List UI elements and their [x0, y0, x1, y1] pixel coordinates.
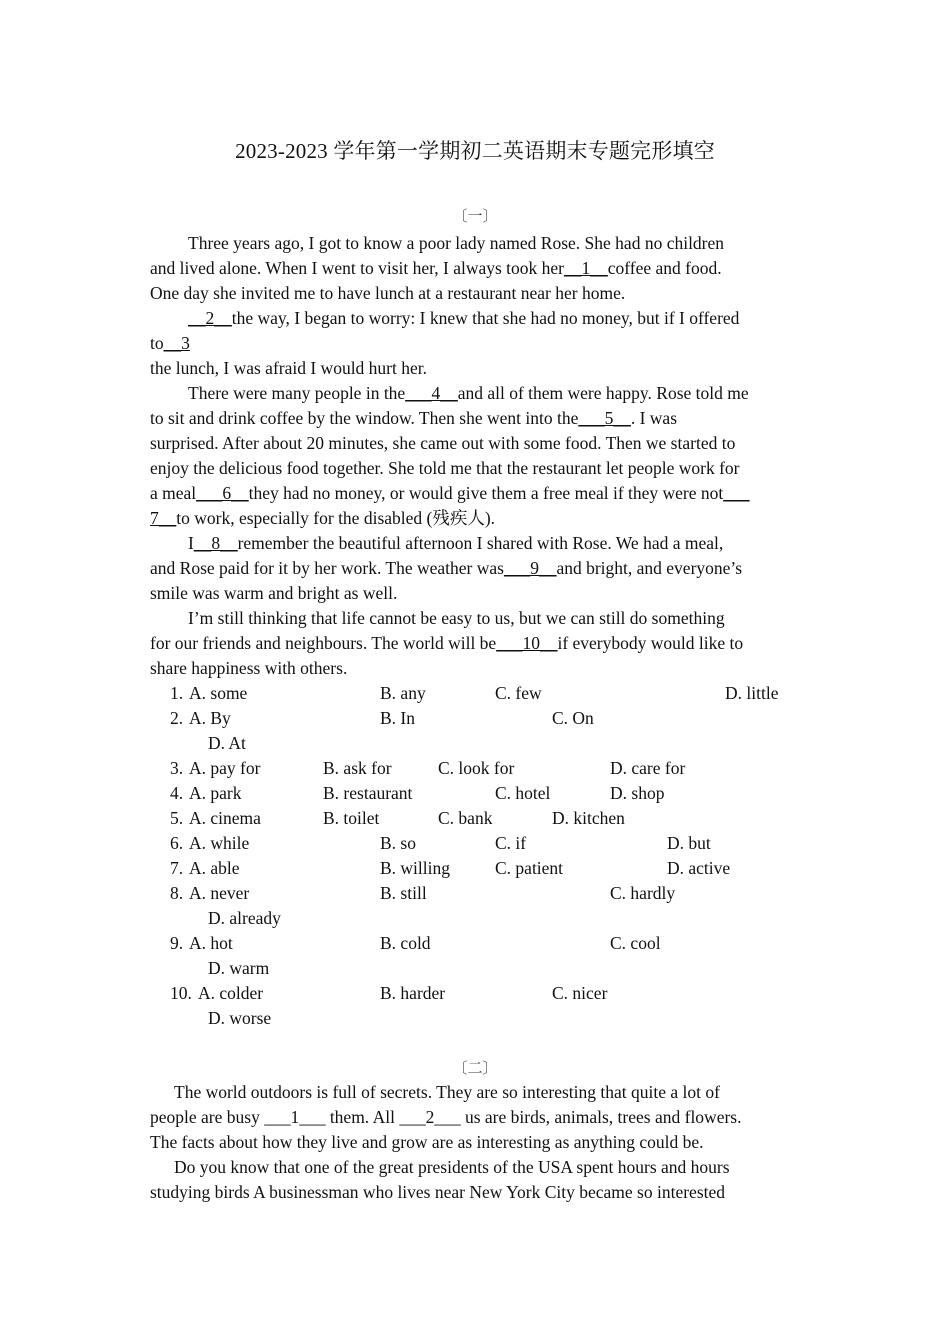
question-number: 3. — [170, 758, 184, 778]
option-c: C. hardly — [610, 883, 676, 903]
passage-line: Do you know that one of the great presidents of the USA spent hours and hours — [174, 1157, 730, 1177]
passage-line: a meal___6__they had no money, or would give them a free meal if they were not___ — [150, 483, 750, 503]
option-d: D. warm — [208, 958, 270, 978]
blank-5: ___5__ — [578, 408, 631, 428]
blank-10: ___10__ — [496, 633, 558, 653]
option-b: B. still — [380, 883, 427, 903]
option-a: A. able — [189, 858, 240, 878]
passage-line: I’m still thinking that life cannot be easy to us, but we can still do something — [188, 608, 725, 628]
passage-line: to sit and drink coffee by the window. Then she went into the___5__. I was — [150, 408, 678, 428]
passage-line: for our friends and neighbours. The world will be___10__if everybody would like to — [150, 633, 744, 653]
question-number: 6. — [170, 833, 184, 853]
question-number: 5. — [170, 808, 184, 828]
option-d: D. little — [725, 683, 779, 703]
blank-3: __3 — [163, 333, 190, 353]
option-b: B. willing — [380, 858, 451, 878]
option-d: D. worse — [208, 1008, 272, 1028]
option-d: D. At — [208, 733, 246, 753]
blank-8: __8__ — [193, 533, 238, 553]
passage-line: The world outdoors is full of secrets. They are so interesting that quite a lot of — [174, 1082, 720, 1102]
option-b: B. cold — [380, 933, 431, 953]
section-one-mark: 〔一〕 — [452, 209, 498, 225]
option-b: B. In — [380, 708, 415, 728]
passage-line: studying birds A businessman who lives near New York City became so interested — [150, 1182, 726, 1202]
option-d: D. kitchen — [552, 808, 625, 828]
passage-line: to__3 — [150, 333, 190, 353]
passage-line: There were many people in the___4__and all of them were happy. Rose told me — [188, 383, 749, 403]
passage-line: and lived alone. When I went to visit her, I always took her__1__coffee and food. — [150, 258, 722, 278]
passage-line: I__8__remember the beautiful afternoon I shared with Rose. We had a meal, — [188, 533, 724, 553]
option-a: A. hot — [189, 933, 233, 953]
question-number: 2. — [170, 708, 184, 728]
option-c: C. few — [495, 683, 542, 703]
option-c: C. nicer — [552, 983, 608, 1003]
option-c: C. bank — [438, 808, 493, 828]
blank-9: ___9__ — [503, 558, 557, 578]
passage-line: 7__to work, especially for the disabled (残疾人). — [150, 508, 496, 528]
option-b: B. toilet — [323, 808, 380, 828]
option-a: A. park — [189, 783, 242, 803]
option-a: A. cinema — [189, 808, 261, 828]
blank-6: ___6__ — [196, 483, 249, 503]
option-b: B. so — [380, 833, 416, 853]
passage-line: share happiness with others. — [150, 658, 348, 678]
question-number: 10. — [170, 983, 192, 1003]
question-number: 8. — [170, 883, 184, 903]
section-two-mark: 〔二〕 — [452, 1061, 498, 1077]
passage-line: __2__the way, I began to worry: I knew that she had no money, but if I offered — [188, 308, 740, 328]
option-a: A. some — [189, 683, 248, 703]
option-d: D. active — [667, 858, 731, 878]
passage-line: smile was warm and bright as well. — [150, 583, 398, 603]
option-b: B. ask for — [323, 758, 392, 778]
option-a: A. pay for — [189, 758, 261, 778]
question-number: 7. — [170, 858, 184, 878]
passage-line: The facts about how they live and grow are as interesting as anything could be. — [150, 1132, 704, 1152]
option-b: B. harder — [380, 983, 446, 1003]
option-b: B. any — [380, 683, 426, 703]
option-c: C. On — [552, 708, 594, 728]
option-d: D. already — [208, 908, 281, 928]
option-a: A. while — [189, 833, 250, 853]
option-c: C. if — [495, 833, 527, 853]
option-c: C. patient — [495, 858, 564, 878]
question-number: 4. — [170, 783, 184, 803]
passage-line: enjoy the delicious food together. She told me that the restaurant let people work for — [150, 458, 740, 478]
blank-1: __1__ — [564, 258, 608, 278]
blank-7: 7__ — [150, 508, 177, 528]
option-d: D. shop — [610, 783, 665, 803]
passage-line: people are busy ___1___ them. All ___2___ us are birds, animals, trees and flowers. — [150, 1107, 742, 1127]
question-number: 1. — [170, 683, 184, 703]
option-c: C. hotel — [495, 783, 551, 803]
blank-7-start: ___ — [723, 483, 750, 503]
passage-line: One day she invited me to have lunch at a restaurant near her home. — [150, 283, 626, 303]
option-a: A. colder — [198, 983, 264, 1003]
option-b: B. restaurant — [323, 783, 413, 803]
option-a: A. By — [189, 708, 231, 728]
blank-4: ___4__ — [405, 383, 458, 403]
passage-line: Three years ago, I got to know a poor lady named Rose. She had no children — [188, 233, 725, 253]
passage-line: surprised. After about 20 minutes, she came out with some food. Then we started to — [150, 433, 736, 453]
option-d: D. care for — [610, 758, 686, 778]
blank-2: __2__ — [188, 308, 232, 328]
passage-line: the lunch, I was afraid I would hurt her. — [150, 358, 428, 378]
option-c: C. look for — [438, 758, 515, 778]
passage-line: and Rose paid for it by her work. The weather was___9__and bright, and everyone’s — [150, 558, 743, 578]
option-a: A. never — [189, 883, 250, 903]
option-d: D. but — [667, 833, 711, 853]
page-title: 2023-2023 学年第一学期初二英语期末专题完形填空 — [235, 139, 715, 163]
question-number: 9. — [170, 933, 184, 953]
option-c: C. cool — [610, 933, 661, 953]
